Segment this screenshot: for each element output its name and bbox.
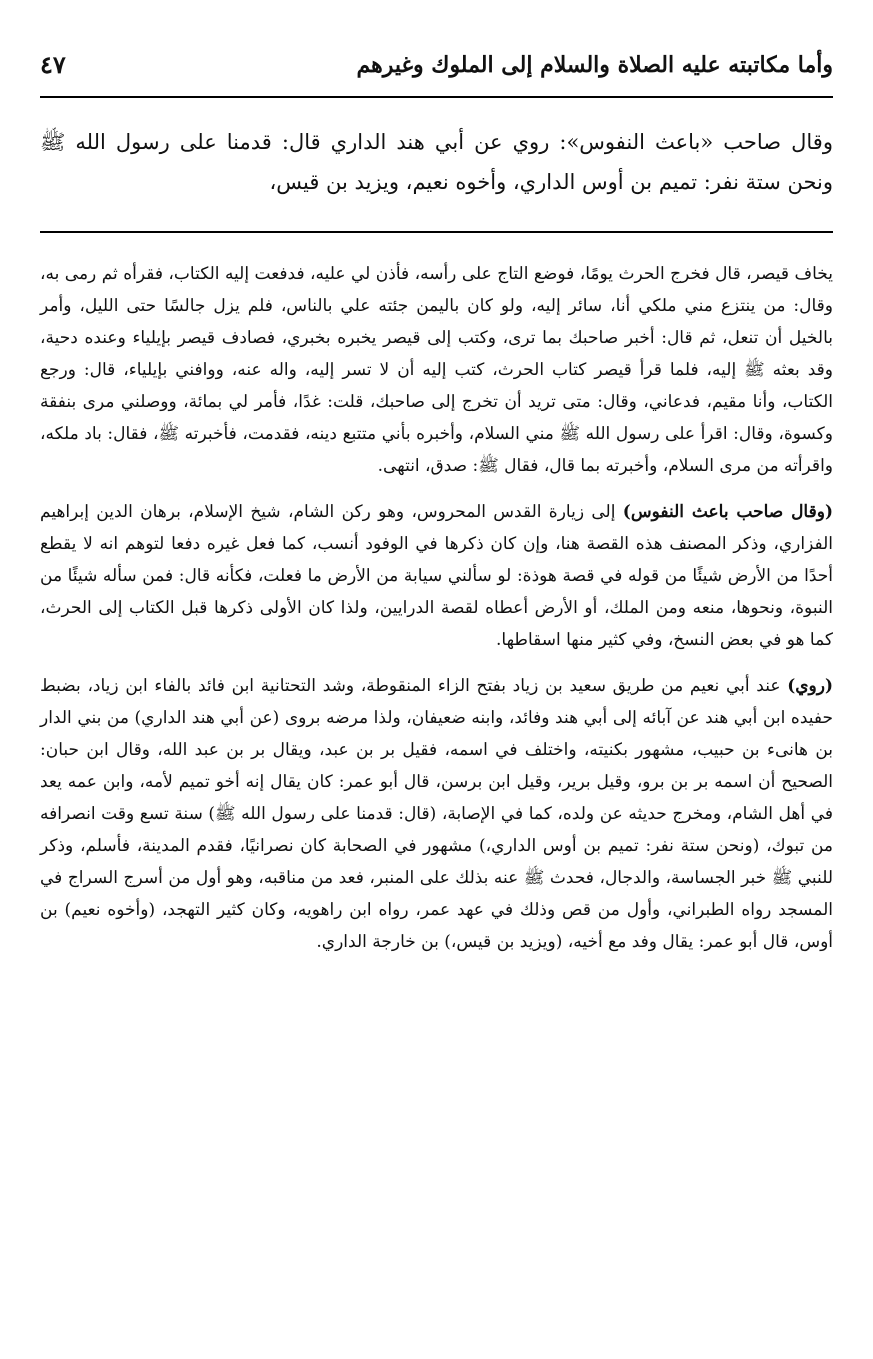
page-number: ٤٧ [40,50,66,79]
running-title: وأما مكاتبته عليه الصلاة والسلام إلى الملوك وغيرهم [356,52,833,78]
paragraph [40,670,833,958]
paragraph-text: إلى زيارة القدس المحروس، وهو ركن الشام، شيخ الإسلام، برهان الدين إبراهيم الفزاري، وذكر المصنف هذه القصة هنا، وإن كان ذكرها في الوفود أنسب، كما فعل غيره دفعا لتوهم انه لا يقطع أحدًا من الأرض شيئًا من قوله في قصة هوذة: لو سألني سيابة من الأرض ما فعلت، فكأنه قال: فمن سأله شيئًا من النبوة، ونحوها، منعه ومن الملك، أو الأرض أعطاه لقصة الدرايين، ولذا كان الأولى ذكرها قبل الكتاب إلى الحرث، كما هو في بعض النسخ، وفي كثير منها اسقاطها. [40,502,833,650]
matn-text: وقال صاحب «باعث النفوس»: روي عن أبي هند الداري قال: قدمنا على رسول الله ﷺ ونحن ستة نفر: تميم بن أوس الداري، وأخوه نعيم، ويزيد بن قيس، [40,130,833,194]
paragraph [40,496,833,656]
commentary-body [40,258,833,972]
header-rule [40,96,833,98]
matn-separator-rule [40,231,833,233]
page-header [40,40,833,90]
quoted-lemma: (وقال صاحب باعث النفوس) [622,502,833,522]
paragraph-text: عند أبي نعيم من طريق سعيد بن زياد بفتح الزاء المنقوطة، وشد التحتانية ابن فائد بالفاء ابن زياد، بضبط حفيده ابن أبي هند عن آبائه إلى أبي هند وفائد، وابنه ضعيفان، ولذا مرضه بروى (عن أبي هند الداري) من بني الدار بن هانىء بن حبيب، مشهور بكنيته، واختلف في اسمه، فقيل بر بن عبد، ويقال بر بن عبد الله، وقال ابن حبان: الصحيح أن اسمه بر بن برو، وقيل برير، وقيل ابن برسن، قال أبو عمر: كان يقال إنه أخو تميم لأمه، وابن عمه يعد في أهل الشام، ومخرج حديثه عن ولده، كما في الإصابة، (قال: قدمنا على رسول الله ﷺ) سنة تسع وقت انصرافه من تبوك، (ونحن ستة نفر: تميم بن أوس الداري،) مشهور في الصحابة كان نصرانيًا، فقدم المدينة، فأسلم، وذكر للنبي ﷺ خبر الجساسة، والدجال، فحدث ﷺ عنه بذلك على المنبر، فعد من مناقبه، وهو أول من أسرج السراج في المسجد رواه الطبراني، وأول من قص وذلك في عهد عمر، رواه ابن راهويه، وكان كثير التهجد، (وأخوه نعيم) بن أوس، قال أبو عمر: يقال وفد مع أخيه، (ويزيد بن قيس،) بن خارجة الداري. [40,676,833,952]
paragraph [40,258,833,482]
paragraph-text: يخاف قيصر، قال فخرج الحرث يومًا، فوضع التاج على رأسه، فأذن لي عليه، فدفعت إليه الكتاب، فقرأه ثم رمى به، وقال: من ينتزع مني ملكي أنا، سائر إليه، ولو كان باليمن جئته علي بالناس، فلم يزل جالسًا حتى الليل، وأمر بالخيل أن تنعل، ثم قال: أخبر صاحبك بما ترى، وكتب إلى قيصر يخبره بخبري، فصادف قيصر بإيلياء وعنده دحية، وقد بعثه ﷺ إليه، فلما قرأ قيصر كتاب الحرث، كتب إليه أن لا تسر إليه، واله عنه، ووافني بإيلياء، قال: ورجع الكتاب، وأنا مقيم، فدعاني، وقال: متى تريد أن تخرج إلى صاحبك، قلت: غدًا، فأمر لي بمائة، ووصلني مرى بنفقة وكسوة، وقال: اقرأ على رسول الله ﷺ مني السلام، وأخبره بأني متتبع دينه، فقدمت، فأخبرته ﷺ، فقال: باد ملكه، واقرأته من مرى السلام، وأخبرته بما قال، فقال ﷺ: صدق، انتهى. [40,264,833,476]
quoted-lemma: (روي) [787,676,833,696]
